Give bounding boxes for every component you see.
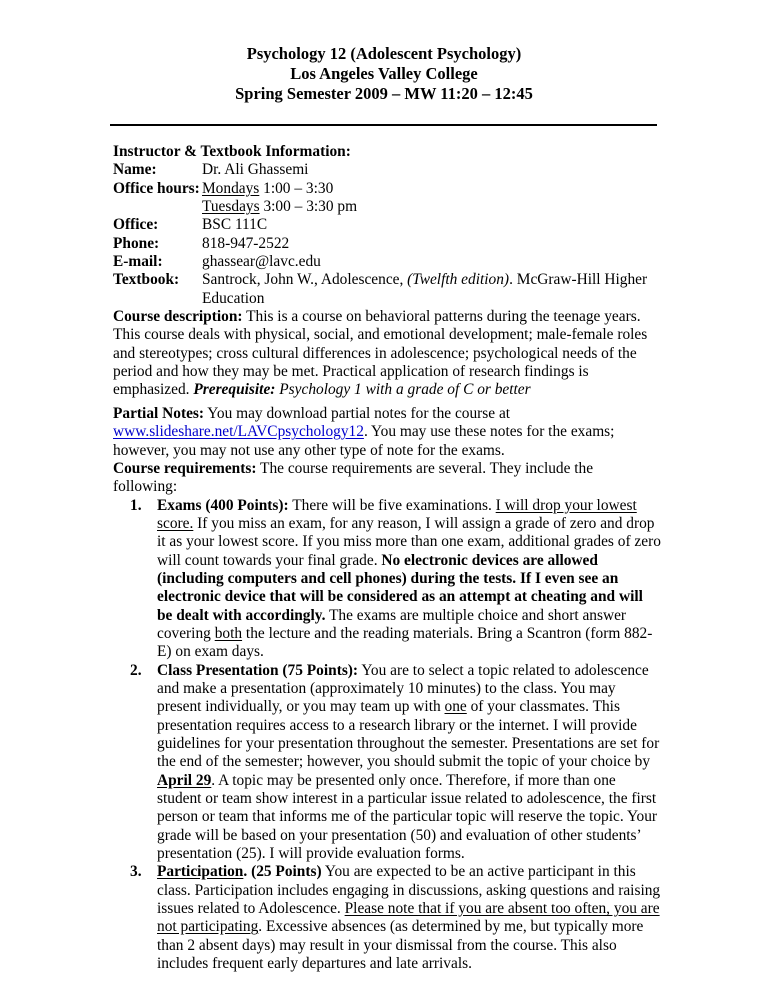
course-requirements-label: Course requirements: bbox=[113, 459, 257, 477]
header-divider bbox=[110, 124, 657, 126]
email-row bbox=[113, 253, 661, 271]
textbook-label: Textbook: bbox=[113, 271, 180, 289]
slideshare-link[interactable]: www.slideshare.net/LAVCpsychology12 bbox=[113, 423, 364, 441]
office-hours-label: Office hours: bbox=[113, 179, 200, 197]
name-value: Dr. Ali Ghassemi bbox=[202, 161, 309, 179]
prerequisite-label: Prerequisite: bbox=[193, 381, 276, 399]
textbook-row bbox=[113, 271, 661, 308]
course-description: Course description: This is a course on behavioral patterns during the teenage years. This course deals with physical, social, and emotional development; male-female roles and stereotypes; cross cultural differences in adolescence; psychological needs of the period and how they may be met. Practical application of research findings is emphasized. Prerequisite: Psychology 1 with a grade of C or better bbox=[113, 308, 648, 399]
email-label: E-mail: bbox=[113, 253, 163, 271]
document-body bbox=[113, 143, 661, 973]
electronic-devices-warning: No electronic devices are allowed (including computers and cell phones) during the tests. If I even see an electronic device that will be considered as an attempt at cheating and will be dealt with accordingly. bbox=[157, 551, 643, 624]
document-header bbox=[0, 44, 768, 104]
requirement-exams: 1. Exams (400 Points): There will be five examinations. I will drop your lowest score. If you miss an exam, for any reason, I will assign a grade of zero and drop it as your lowest score. If you miss more than one exam, additional grades of zero will count towards your final grade. No electronic devices are allowed (including computers and cell phones) during the tests. If I even see an electronic device that will be considered as an attempt at cheating and will be dealt with accordingly. The exams are multiple choice and short answer covering both the lecture and the reading materials. Bring a Scantron (form 882-E) on exam days. bbox=[130, 496, 661, 661]
requirements-list bbox=[113, 497, 661, 974]
office-hours-day: Tuesdays bbox=[202, 198, 260, 216]
prerequisite-text: Psychology 1 with a grade of C or better bbox=[275, 381, 531, 399]
office-row bbox=[113, 216, 661, 234]
requirement-participation: 3. Participation. (25 Points) You are expected to be an active participant in this class. Participation includes engaging in discussions, asking questions and raising issues related to Adolescence. Please note that if you are absent too often, you are not participating. Excessive absences (as determined by me, but typically more than 2 absent days) may result in your dismissal from the course. This also includes frequent early departures and late arrivals. bbox=[130, 863, 661, 973]
office-hours-day: Mondays bbox=[202, 179, 260, 197]
textbook-value: Santrock, John W., Adolescence, (Twelfth edition). McGraw-Hill Higher Education bbox=[202, 271, 648, 307]
requirement-title: Class Presentation (75 Points): bbox=[157, 661, 359, 679]
office-hours-row bbox=[113, 180, 661, 217]
requirement-title: Exams (400 Points): bbox=[157, 496, 289, 514]
course-requirements: Course requirements: The course requirements are several. They include the following: bbox=[113, 459, 594, 496]
semester-schedule: Spring Semester 2009 – MW 11:20 – 12:45 bbox=[235, 84, 533, 103]
phone-row bbox=[113, 235, 661, 253]
phone-label: Phone: bbox=[113, 234, 160, 252]
topic-deadline: April 29 bbox=[157, 771, 212, 789]
partial-notes: Partial Notes: You may download partial notes for the course at www.slideshare.net/LAVCpsychology12. You may use these notes for the exams; however, you may not use any other type of note for the exams. bbox=[113, 404, 615, 459]
email-value: ghassear@lavc.edu bbox=[202, 253, 321, 271]
office-label: Office: bbox=[113, 216, 159, 234]
requirement-presentation: 2. Class Presentation (75 Points): You are to select a topic related to adolescence and make a presentation (approximately 10 minutes) to the class. You may present individually, or you may team up with one of your classmates. This presentation requires access to a research library or the internet. I will provide guidelines for your presentation throughout the semester. Presentations are set for the end of the semester; however, you should submit the topic of your choice by April 29. A topic may be presented only once. Therefore, if more than one student or team show interest in a particular issue related to adolescence, the first person or team that informs me of the particular topic will reserve the topic. Your grade will be based on your presentation (50) and evaluation of other students’ presentation (25). I will provide evaluation forms. bbox=[130, 661, 660, 863]
phone-value: 818-947-2522 bbox=[202, 234, 290, 252]
partial-notes-label: Partial Notes: bbox=[113, 404, 205, 422]
course-title: Psychology 12 (Adolescent Psychology) bbox=[246, 44, 522, 63]
name-row bbox=[113, 161, 661, 179]
name-label: Name: bbox=[113, 161, 157, 179]
office-value: BSC 111C bbox=[202, 216, 268, 234]
instructor-heading: Instructor & Textbook Information: bbox=[113, 143, 351, 160]
college-name: Los Angeles Valley College bbox=[290, 64, 478, 83]
course-description-label: Course description: bbox=[113, 308, 243, 326]
office-hours-value: Mondays 1:00 – 3:30 Tuesdays 3:00 – 3:30 pm bbox=[202, 179, 358, 216]
requirement-title: Participation bbox=[157, 863, 244, 881]
